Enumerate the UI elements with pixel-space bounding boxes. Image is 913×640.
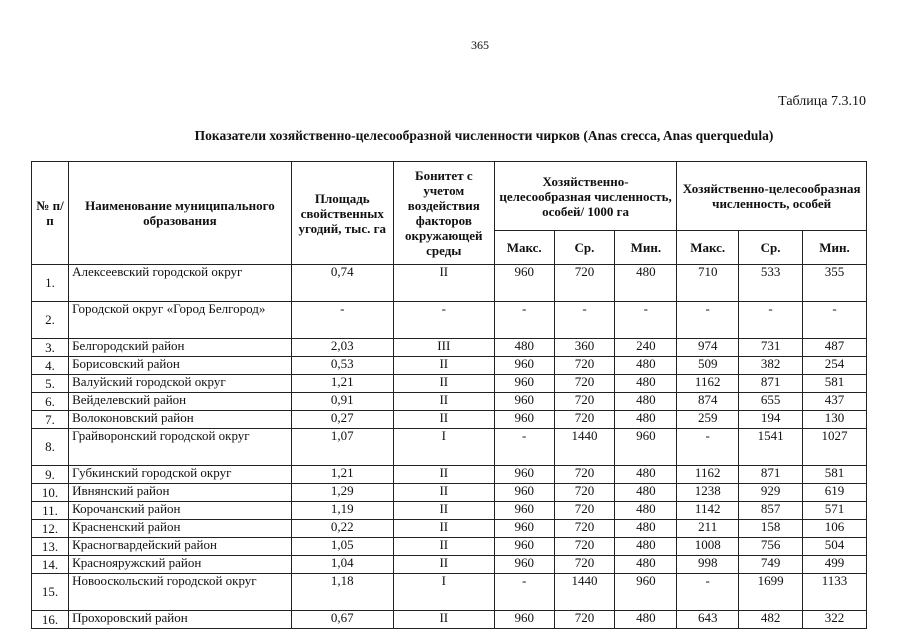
total-min: 1027: [803, 429, 867, 466]
density-avg: 1440: [554, 429, 615, 466]
total-avg: 533: [739, 265, 803, 302]
municipality-name: Красненский район: [69, 520, 292, 538]
density-avg: 720: [554, 411, 615, 429]
total-min: 504: [803, 538, 867, 556]
density-max: 960: [494, 556, 554, 574]
density-min: 960: [615, 429, 677, 466]
total-avg: 1541: [739, 429, 803, 466]
density-avg: 720: [554, 611, 615, 629]
density-avg: 720: [554, 466, 615, 484]
area-value: 1,21: [291, 466, 393, 484]
area-value: 1,18: [291, 574, 393, 611]
bonitet-value: II: [393, 611, 494, 629]
total-max: 509: [677, 357, 739, 375]
total-min: 499: [803, 556, 867, 574]
row-number: 7.: [32, 411, 69, 429]
municipality-name: Ивнянский район: [69, 484, 292, 502]
total-min: 571: [803, 502, 867, 520]
density-min: 480: [615, 484, 677, 502]
bonitet-value: II: [393, 538, 494, 556]
density-min: 480: [615, 411, 677, 429]
header-density-avg: Ср.: [554, 231, 615, 265]
header-area: Площадь свойственных угодий, тыс. га: [291, 162, 393, 265]
header-density-min: Мин.: [615, 231, 677, 265]
header-density-group: Хозяйственно-целесообразная численность, особей/ 1000 га: [494, 162, 676, 231]
area-value: 1,05: [291, 538, 393, 556]
municipality-name: Волоконовский район: [69, 411, 292, 429]
row-number: 16.: [32, 611, 69, 629]
bonitet-value: -: [393, 302, 494, 339]
total-avg: 871: [739, 466, 803, 484]
density-max: -: [494, 574, 554, 611]
density-max: 960: [494, 466, 554, 484]
density-min: 480: [615, 556, 677, 574]
row-number: 8.: [32, 429, 69, 466]
table-row: [32, 302, 867, 339]
total-max: 998: [677, 556, 739, 574]
municipality-name: Алексеевский городской округ: [69, 265, 292, 302]
municipality-name: Валуйский городской округ: [69, 375, 292, 393]
total-avg: 655: [739, 393, 803, 411]
total-max: -: [677, 429, 739, 466]
table-row: [32, 484, 867, 502]
table-id: Таблица 7.3.10: [778, 94, 866, 109]
density-avg: 720: [554, 484, 615, 502]
municipality-name: Губкинский городской округ: [69, 466, 292, 484]
total-avg: 158: [739, 520, 803, 538]
density-max: 960: [494, 484, 554, 502]
table-row: [32, 611, 867, 629]
total-min: 1133: [803, 574, 867, 611]
header-total-avg: Ср.: [739, 231, 803, 265]
municipality-name: Краснояружский район: [69, 556, 292, 574]
municipality-name: Вейделевский район: [69, 393, 292, 411]
row-number: 6.: [32, 393, 69, 411]
municipality-name: Белгородский район: [69, 339, 292, 357]
header-density-max: Макс.: [494, 231, 554, 265]
density-min: 480: [615, 466, 677, 484]
municipality-name: Борисовский район: [69, 357, 292, 375]
area-value: 0,91: [291, 393, 393, 411]
density-min: 480: [615, 357, 677, 375]
density-avg: 720: [554, 265, 615, 302]
municipality-name: Городской округ «Город Белгород»: [69, 302, 292, 339]
row-number: 10.: [32, 484, 69, 502]
total-min: 106: [803, 520, 867, 538]
total-avg: 1699: [739, 574, 803, 611]
density-max: 960: [494, 375, 554, 393]
total-avg: -: [739, 302, 803, 339]
total-max: -: [677, 302, 739, 339]
density-avg: 720: [554, 556, 615, 574]
row-number: 12.: [32, 520, 69, 538]
bonitet-value: II: [393, 265, 494, 302]
density-avg: 360: [554, 339, 615, 357]
table-title: Показатели хозяйственно-целесообразной численности чирков (Anas crecca, Anas querquedula): [194, 128, 774, 143]
page-number: 365: [471, 38, 489, 52]
area-value: 1,19: [291, 502, 393, 520]
table-row: [32, 357, 867, 375]
municipality-name: Красногвардейский район: [69, 538, 292, 556]
table-body: [32, 265, 867, 629]
row-number: 4.: [32, 357, 69, 375]
header-total-group: Хозяйственно-целесообразная численность, особей: [677, 162, 867, 231]
table-row: [32, 466, 867, 484]
total-max: 1238: [677, 484, 739, 502]
area-value: 0,27: [291, 411, 393, 429]
density-avg: 1440: [554, 574, 615, 611]
density-min: 480: [615, 538, 677, 556]
density-avg: 720: [554, 538, 615, 556]
area-value: 1,07: [291, 429, 393, 466]
density-max: -: [494, 302, 554, 339]
municipality-name: Грайворонский городской округ: [69, 429, 292, 466]
area-value: 0,22: [291, 520, 393, 538]
table-row: [32, 538, 867, 556]
row-number: 2.: [32, 302, 69, 339]
header-total-max: Макс.: [677, 231, 739, 265]
density-max: 960: [494, 411, 554, 429]
total-max: 643: [677, 611, 739, 629]
total-min: 355: [803, 265, 867, 302]
total-avg: 929: [739, 484, 803, 502]
area-value: 0,74: [291, 265, 393, 302]
total-min: -: [803, 302, 867, 339]
density-max: 960: [494, 357, 554, 375]
total-max: -: [677, 574, 739, 611]
bonitet-value: II: [393, 375, 494, 393]
density-min: 480: [615, 502, 677, 520]
total-min: 619: [803, 484, 867, 502]
bonitet-value: II: [393, 393, 494, 411]
density-min: 480: [615, 375, 677, 393]
hunting-table: [31, 161, 867, 629]
area-value: 2,03: [291, 339, 393, 357]
area-value: 1,21: [291, 375, 393, 393]
total-min: 581: [803, 466, 867, 484]
bonitet-value: II: [393, 556, 494, 574]
table-row: [32, 556, 867, 574]
density-max: 960: [494, 538, 554, 556]
density-max: 960: [494, 502, 554, 520]
density-max: 960: [494, 265, 554, 302]
total-max: 874: [677, 393, 739, 411]
density-max: -: [494, 429, 554, 466]
area-value: 0,53: [291, 357, 393, 375]
area-value: 1,04: [291, 556, 393, 574]
density-avg: 720: [554, 357, 615, 375]
row-number: 1.: [32, 265, 69, 302]
table-row: [32, 502, 867, 520]
density-avg: 720: [554, 375, 615, 393]
total-max: 211: [677, 520, 739, 538]
header-total-min: Мин.: [803, 231, 867, 265]
header-bonitet: Бонитет с учетом воздействия факторов окружающей среды: [393, 162, 494, 265]
row-number: 14.: [32, 556, 69, 574]
total-max: 710: [677, 265, 739, 302]
total-min: 581: [803, 375, 867, 393]
municipality-name: Новооскольский городской округ: [69, 574, 292, 611]
total-max: 1162: [677, 466, 739, 484]
total-avg: 382: [739, 357, 803, 375]
total-max: 259: [677, 411, 739, 429]
table-row: [32, 375, 867, 393]
header-num: № п/п: [32, 162, 69, 265]
total-max: 1162: [677, 375, 739, 393]
density-max: 480: [494, 339, 554, 357]
municipality-name: Корочанский район: [69, 502, 292, 520]
table-row: [32, 411, 867, 429]
total-max: 1008: [677, 538, 739, 556]
bonitet-value: II: [393, 466, 494, 484]
row-number: 13.: [32, 538, 69, 556]
total-avg: 194: [739, 411, 803, 429]
table-row: [32, 339, 867, 357]
row-number: 9.: [32, 466, 69, 484]
header-name: Наименование муниципального образования: [69, 162, 292, 265]
density-avg: -: [554, 302, 615, 339]
table-row: [32, 393, 867, 411]
total-avg: 482: [739, 611, 803, 629]
total-avg: 749: [739, 556, 803, 574]
density-max: 960: [494, 393, 554, 411]
density-avg: 720: [554, 393, 615, 411]
density-min: -: [615, 302, 677, 339]
total-avg: 871: [739, 375, 803, 393]
density-min: 240: [615, 339, 677, 357]
table-row: [32, 574, 867, 611]
table-row: [32, 429, 867, 466]
bonitet-value: I: [393, 429, 494, 466]
density-min: 960: [615, 574, 677, 611]
density-min: 480: [615, 265, 677, 302]
density-max: 960: [494, 611, 554, 629]
row-number: 11.: [32, 502, 69, 520]
bonitet-value: II: [393, 411, 494, 429]
total-min: 487: [803, 339, 867, 357]
area-value: 1,29: [291, 484, 393, 502]
total-avg: 731: [739, 339, 803, 357]
bonitet-value: I: [393, 574, 494, 611]
bonitet-value: II: [393, 484, 494, 502]
total-min: 437: [803, 393, 867, 411]
density-max: 960: [494, 520, 554, 538]
row-number: 15.: [32, 574, 69, 611]
bonitet-value: II: [393, 502, 494, 520]
density-min: 480: [615, 393, 677, 411]
total-avg: 857: [739, 502, 803, 520]
table-row: [32, 520, 867, 538]
density-min: 480: [615, 611, 677, 629]
row-number: 3.: [32, 339, 69, 357]
row-number: 5.: [32, 375, 69, 393]
total-max: 1142: [677, 502, 739, 520]
bonitet-value: III: [393, 339, 494, 357]
density-avg: 720: [554, 502, 615, 520]
density-avg: 720: [554, 520, 615, 538]
bonitet-value: II: [393, 520, 494, 538]
area-value: 0,67: [291, 611, 393, 629]
total-min: 254: [803, 357, 867, 375]
bonitet-value: II: [393, 357, 494, 375]
total-min: 130: [803, 411, 867, 429]
table-row: [32, 265, 867, 302]
area-value: -: [291, 302, 393, 339]
density-min: 480: [615, 520, 677, 538]
total-avg: 756: [739, 538, 803, 556]
total-max: 974: [677, 339, 739, 357]
total-min: 322: [803, 611, 867, 629]
municipality-name: Прохоровский район: [69, 611, 292, 629]
